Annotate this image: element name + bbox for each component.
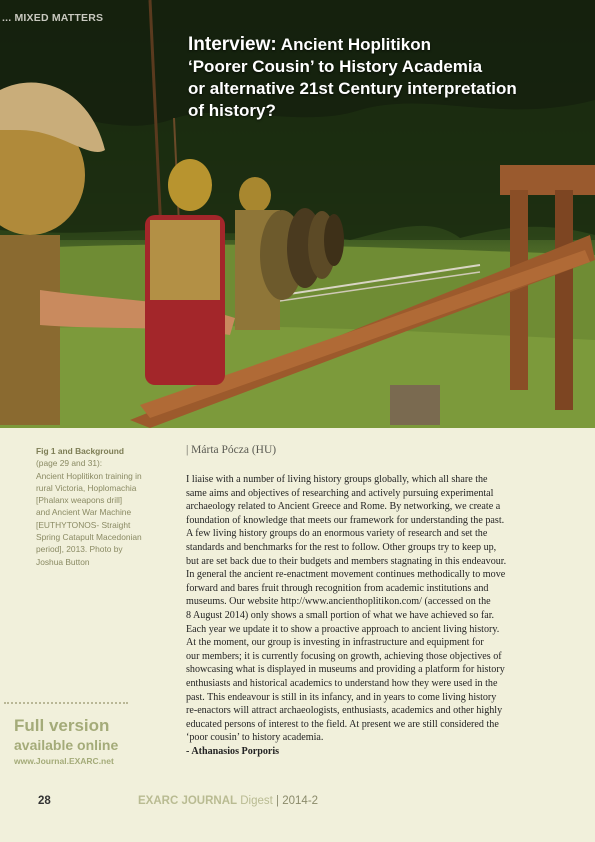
body-line: forward and bares fruit through recognition from academic institutions and [186, 582, 489, 594]
body-line: showcasing what is displayed in museums and providing a platform for history [186, 664, 505, 676]
body-line: In general the ancient re-enactment movement continues methodically to move [186, 569, 506, 581]
body-line: educated persons of interest to the field. At present we are still considered the [186, 718, 499, 730]
promo-url-link[interactable]: www.Journal.EXARC.net [14, 756, 114, 766]
promo-line-2: available online [14, 737, 119, 753]
body-line: same aims and objectives of researching and actively pursuing experimental [186, 487, 494, 499]
body-line: our members; it is currently focusing on growth, achieving those objectives of [186, 650, 502, 662]
journal-footer [138, 795, 318, 807]
body-line: A few living history groups do an enormous variety of research and set the [186, 528, 488, 540]
body-line: museums. Our website http://www.ancienthoplitikon.com/ (accessed on the [186, 596, 491, 608]
body-line: I liaise with a number of living history groups globally, which all share the [186, 474, 488, 485]
caption-line: Joshua Button [36, 556, 90, 567]
title-line-2: ‘Poorer Cousin’ to History Academia [188, 57, 483, 76]
journal-name: EXARC JOURNAL [138, 795, 238, 807]
body-line: foundation of knowledge that meets our framework for understanding the past. [186, 514, 505, 526]
article-body [186, 473, 564, 758]
journal-digest: Digest [237, 795, 273, 807]
caption-line: rural Victoria, Hoplomachia [36, 482, 137, 493]
body-line: ‘poor cousin’ to history academia. [186, 732, 324, 744]
caption-line: [Phalanx weapons drill] [36, 495, 123, 506]
body-line: enthusiasts and historical academics to understand how they were used in the [186, 677, 498, 689]
title-line-1 [188, 34, 588, 56]
title-line-3: or alternative 21st Century interpretation [188, 79, 517, 98]
title-rest: Ancient Hoplitikon [276, 35, 431, 54]
promo-line-1: Full version [14, 716, 110, 735]
caption-line: (page 29 and 31): [36, 458, 103, 469]
body-line: Each year we update it to show a proactive approach to ancient living history. [186, 623, 500, 635]
body-line: past. This endeavour is still in its infancy, and in years to come living history [186, 691, 497, 703]
signature: - Athanasios Porporis [186, 745, 280, 757]
full-version-promo [14, 716, 118, 768]
section-tag: ... MIXED MATTERS [2, 12, 104, 24]
body-line: but are set back due to their budgets and members stagnating in this endeavour. [186, 555, 507, 567]
article-title [188, 34, 588, 122]
title-line-4: of history? [188, 101, 276, 120]
figure-caption [36, 445, 166, 568]
body-line: standards and benchmarks for the rest to follow. Other groups try to keep up, [186, 541, 497, 553]
dotted-divider [4, 702, 128, 704]
body-line: re-enactors will attract archaeologists, enthusiasts, academics and other highly [186, 705, 503, 717]
journal-issue: 2014-2 [282, 795, 319, 807]
caption-line: Spring Catapult Macedonian [36, 532, 142, 543]
page-number: 28 [38, 795, 51, 807]
body-line: At the moment, our group is investing in infrastructure and equipment for [186, 637, 484, 649]
caption-line: and Ancient War Machine [36, 507, 132, 518]
caption-line: Ancient Hoplitikon training in [36, 470, 142, 481]
footer-separator: | [272, 795, 283, 807]
caption-line: [EUTHYTONOS- Straight [36, 519, 131, 530]
caption-heading: Fig 1 and Background [36, 446, 124, 456]
body-line: 8 August 2014) only shows a small portion of what we have achieved so far. [186, 609, 495, 621]
author-byline: | Márta Pócza (HU) [186, 444, 277, 456]
caption-line: period], 2013. Photo by [36, 544, 123, 555]
title-lead: Interview: [188, 34, 277, 55]
body-line: archaeology related to Ancient Greece and Rome. By networking, we create a [186, 501, 501, 513]
